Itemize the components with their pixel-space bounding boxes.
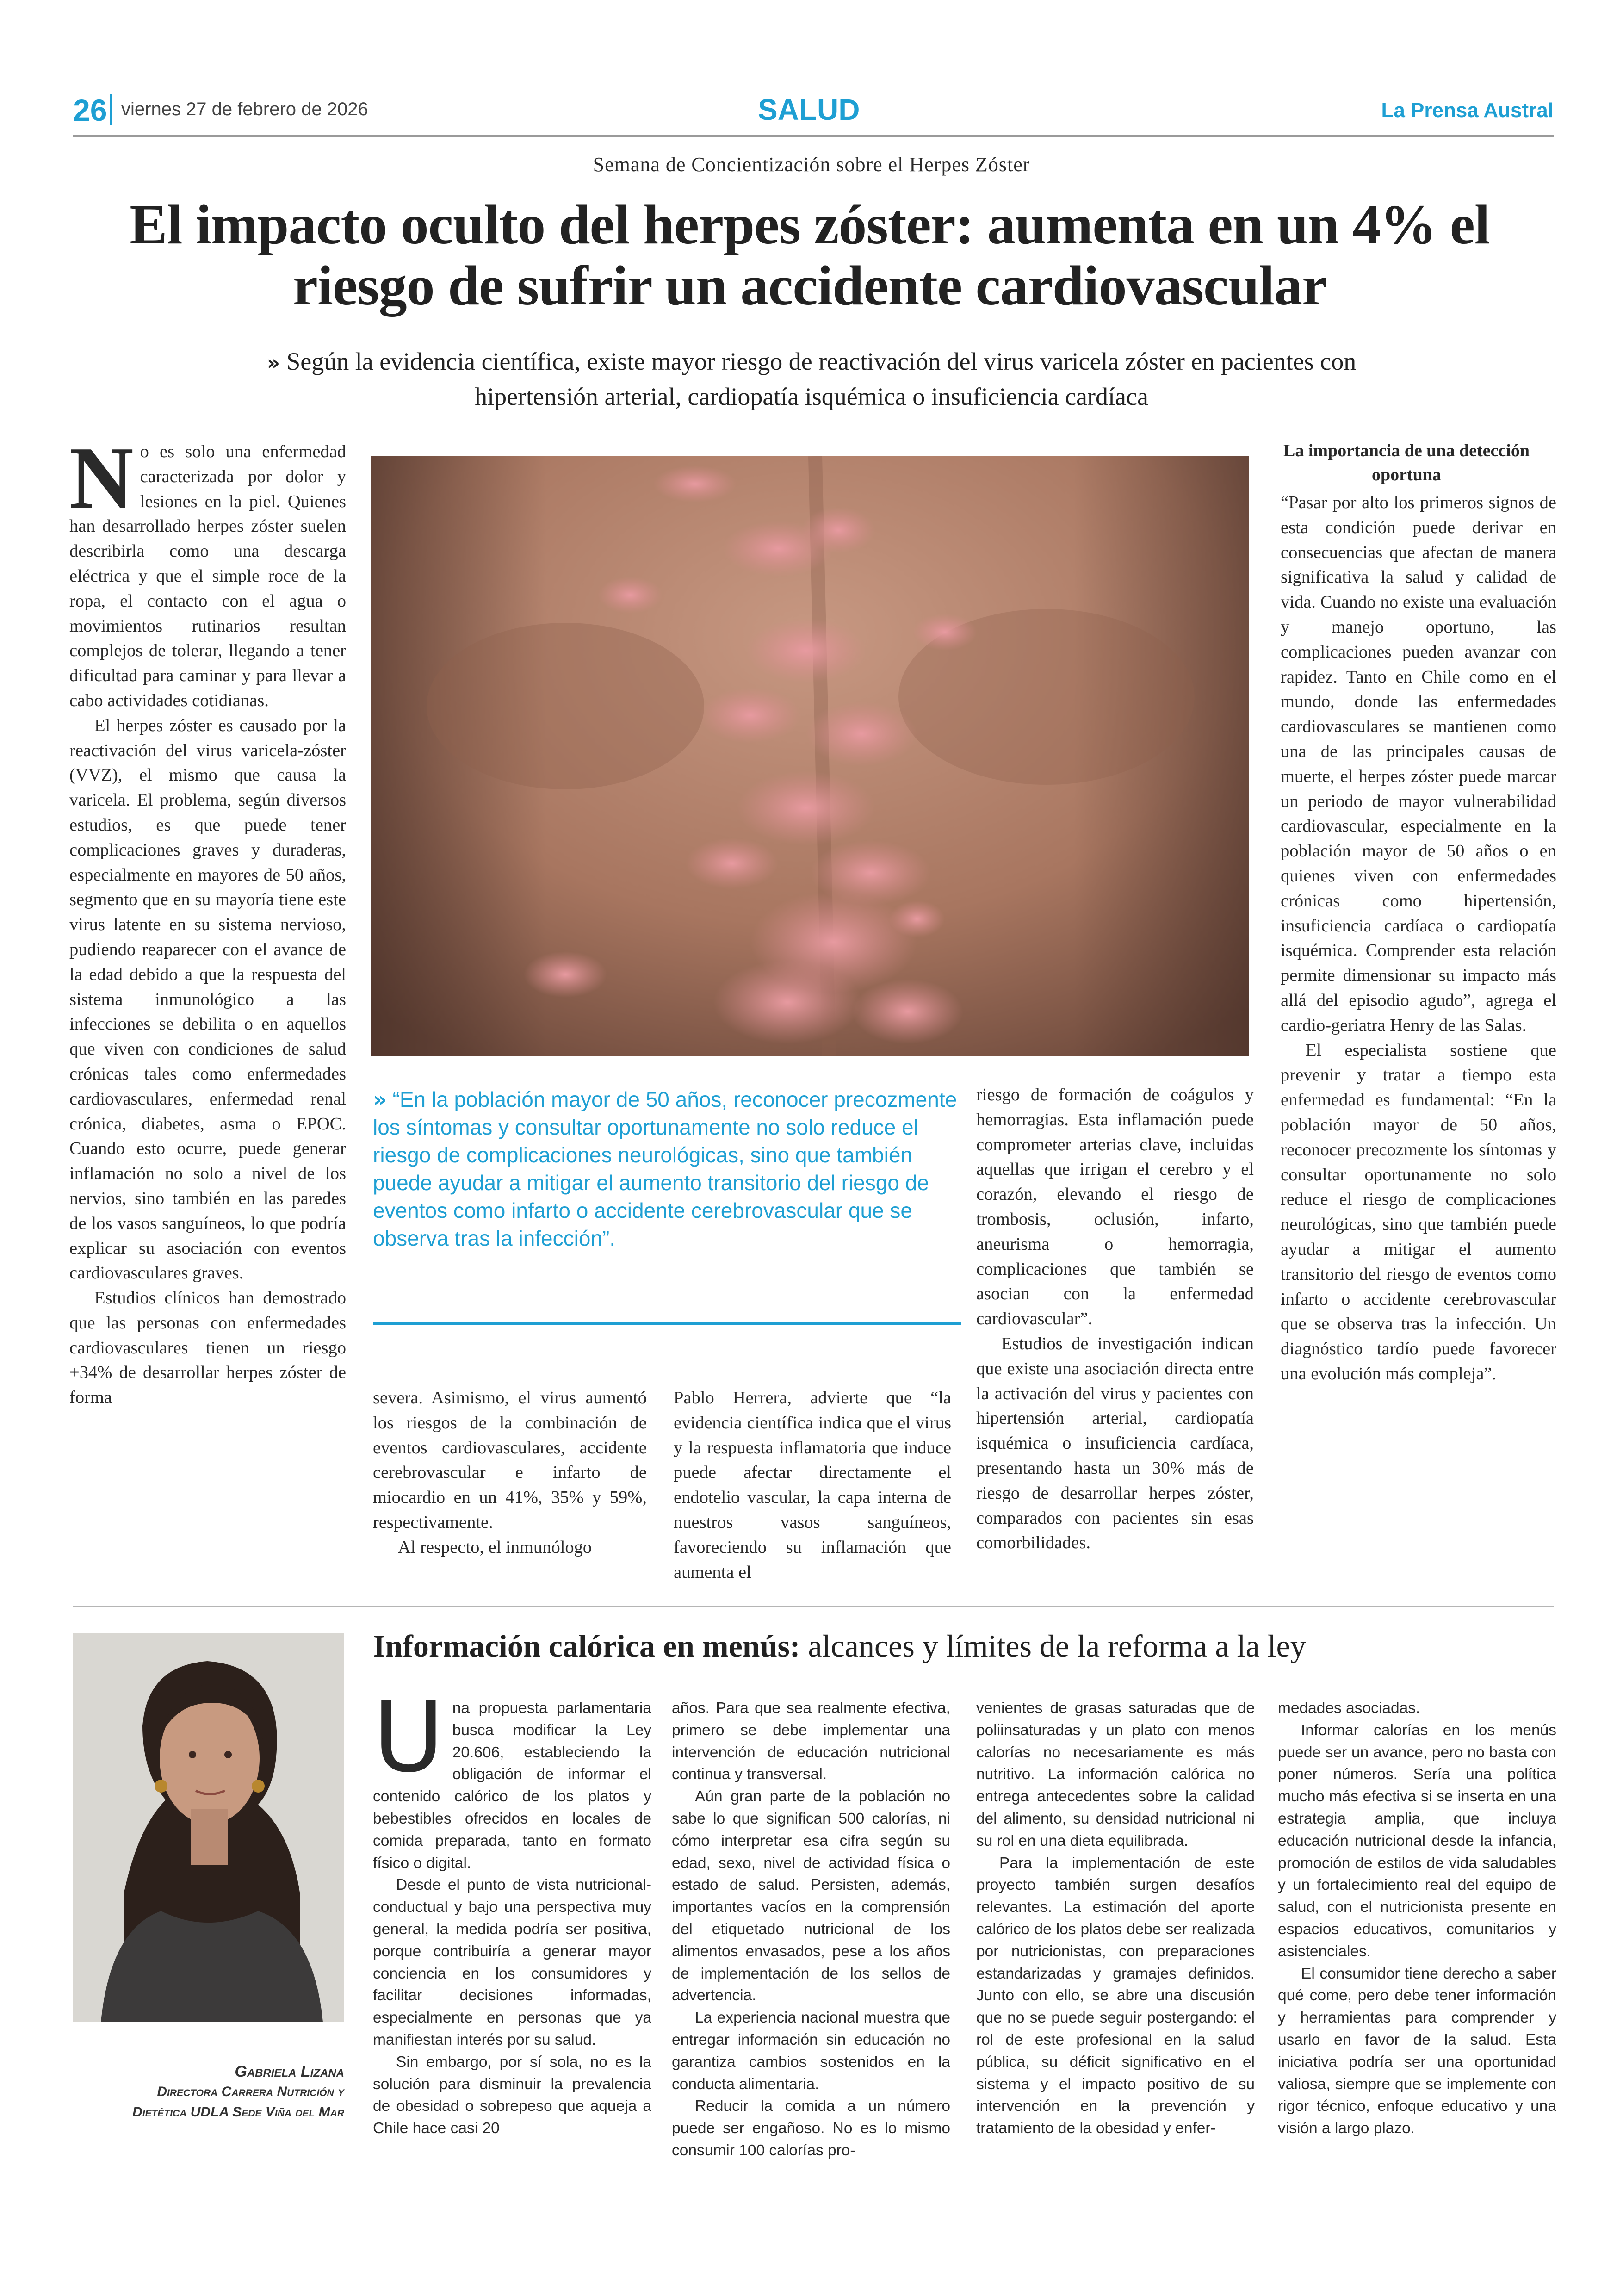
paragraph: Estudios de investigación indican que existe una asociación directa entre la activación del virus y pacientes con hipertensión arterial, cardiopatía isquémica o insuficiencia cardíaca, presentando hasta un 30% más de riesgo de desarrollar herpes zóster, comparados con pacientes sin esas comorbilidades. — [976, 1334, 1254, 1553]
paragraph: El herpes zóster es causado por la reactivación del virus varicela-zóster (VVZ), el mismo que causa la varicela. El problema, según diversos estudios, es que puede tener complicaciones graves y duraderas, especialmente en mayores de 50 años, segmento que en su mayoría tiene este virus latente en su sistema nervioso, pudiendo reaparecer con el avance de la edad debido a que la respuesta del sistema inmunológico a las infecciones se debilita o en aquellos que viven con condiciones de salud crónicas tales como enfermedades cardiovasculares, enfermedad renal crónica, diabetes, asma o EPOC. Cuando esto ocurre, puede generar inflamación no solo a nivel de los nervios, sino también en las paredes de los vasos sanguíneos, lo que podría explicar su asociación con eventos cardiovasculares graves. — [69, 715, 346, 1283]
chevron-right-icon: » — [373, 1087, 387, 1112]
author-role: Directora Carrera Nutrición y — [157, 2084, 344, 2099]
paragraph: na propuesta parlamentaria busca modificar la Ley 20.606, estableciendo la obligación de informar el contenido calórico de los platos y bebestibles ofrecidos en locales de comida preparada, tanto en formato físico o digital. — [373, 1700, 651, 1872]
article1-column-3 — [674, 1386, 951, 1585]
paragraph: severa. Asimismo, el virus aumentó los riesgos de la combinación de eventos cardiovasculares, accidente cerebrovascular e infarto de miocardio en un 41%, 35% y 59%, respectivamente. — [373, 1388, 647, 1532]
paragraph: venientes de grasas saturadas que de poliinsaturadas y un plato con menos calorías no necesariamente es más nutritivo. La información calórica no entrega antecedentes sobre la calidad del alimento, su densidad nutricional ni su rol en una dieta equilibrada. — [976, 1700, 1255, 1849]
article-headline: El impacto oculto del herpes zóster: aumenta en un 4% el riesgo de sufrir un accidente cardiovascular — [130, 193, 1490, 317]
paragraph: Al respecto, el inmunólogo — [398, 1537, 592, 1557]
drop-cap: U — [373, 1681, 444, 1794]
paragraph: El consumidor tiene derecho a saber qué come, pero debe tener información y herramientas para comprender y usarlo en favor de la salud. Esta iniciativa podría ser una oportunidad valiosa, siempre que se implemente con rigor técnico, enfoque educativo y una visión a largo plazo. — [1278, 1965, 1556, 2137]
article2-headline — [373, 1628, 1306, 1664]
issue-date: viernes 27 de febrero de 2026 — [121, 99, 368, 119]
article-photo-back-rash — [371, 456, 1249, 1056]
article2-column-1 — [373, 1681, 651, 2140]
paragraph: Reducir la comida a un número puede ser engañoso. No es lo mismo consumir 100 calorías pro- — [672, 2097, 950, 2159]
article-kicker: Semana de Concientización sobre el Herpes Zóster — [593, 153, 1030, 176]
author-caption — [73, 2061, 344, 2122]
header-divider — [110, 94, 112, 125]
paragraph: “Pasar por alto los primeros signos de esta condición puede derivar en consecuencias que afectan de manera significativa la salud y calidad de vida. Cuando no existe una evaluación y manejo oportuno, las complicaciones pueden avanzar con rapidez. Tanto en Chile como en el mundo, donde las enfermedades cardiovasculares se mantienen como una de las principales causas de muerte, el herpes zóster puede marcar un periodo de mayor vulnerabilidad cardiovascular, especialmente en la población mayor de 50 años o en quienes viven con enfermedades crónicas como hipertensión, insuficiencia cardíaca o cardiopatía isquémica. Comprender esta relación permite dimensionar su impacto más allá del episodio agudo”, agrega el cardio-geriatra Henry de las Salas. — [1281, 493, 1556, 1035]
chevron-right-icon: » — [266, 351, 280, 375]
photo-illustration — [371, 456, 1249, 1056]
subhead-text: Según la evidencia científica, existe mayor riesgo de reactivación del virus varicela zóster en pacientes con hipertensión arterial, cardiopatía isquémica o insuficiencia cardíaca — [286, 348, 1357, 410]
article2-column-3 — [976, 1697, 1255, 2140]
drop-cap: N — [69, 428, 134, 527]
paragraph: Para la implementación de este proyecto también surgen desafíos relevantes. La estimación del aporte calórico de los platos debe ser realizada por nutricionistas, con preparaciones estandarizadas y gramajes definidos. Junto con ello, se abre una discusión que no se puede seguir postergando: el rol de este profesional en la salud pública, su déficit significativo en el sistema y el impacto positivo de su intervención en la prevención y tratamiento de la obesidad y enfer- — [976, 1854, 1255, 2137]
paragraph: Pablo Herrera, advierte que “la evidencia científica indica que el virus y la respuesta inflamatoria que induce puede afectar directamente el endotelio vascular, la capa interna de nuestros vasos sanguíneos, favoreciendo su inflamación que aumenta el — [674, 1388, 951, 1582]
paragraph: La experiencia nacional muestra que entregar información sin educación no garantiza cambios sostenidos en la conducta alimentaria. — [672, 2009, 950, 2093]
paragraph: o es solo una enfermedad caracterizada por dolor y lesiones en la piel. Quienes han desarrollado herpes zóster suelen describirla como una descarga eléctrica y que el simple roce de la ropa, el contacto con el agua o movimientos rutinarios resultan complejos de tolerar, llegando a tener dificultad para caminar y para llevar a cabo actividades cotidianas. — [69, 442, 346, 710]
article2-column-2 — [672, 1697, 950, 2162]
author-name: Gabriela Lizana — [235, 2063, 344, 2080]
paragraph: Desde el punto de vista nutricional-conductual y bajo una perspectiva muy general, la medida podría ser positiva, porque contribuiría a generar mayor conciencia en los consumidores y facilitar decisiones informadas, especialmente en personas que ya manifiestan interés por su salud. — [373, 1876, 651, 2048]
headline-rest: alcances y límites de la reforma a la ley — [800, 1628, 1306, 1663]
paragraph: años. Para que sea realmente efectiva, primero se debe implementar una intervención de educación nutricional continua y transversal. — [672, 1700, 950, 1783]
article1-column-2 — [373, 1386, 647, 1560]
pull-quote-text: “En la población mayor de 50 años, reconocer precozmente los síntomas y consultar oportunamente no solo reduce el riesgo de complicaciones neurológicas, sino que también puede ayudar a mitigar el aumento transitorio del riesgo de eventos como infarto o accidente cerebrovascular que se observa tras la infección”. — [373, 1087, 957, 1250]
section-name: SALUD — [758, 93, 860, 126]
paragraph: Informar calorías en los menús puede ser un avance, pero no basta con poner números. Sería una política mucho más efectiva si se inserta en una estrategia amplia, que incluya educación nutricional desde la infancia, promoción de estilos de vida saludables y un fortalecimiento real del equipo de salud, con el nutricionista presente en espacios educativos, comunitarios y asistenciales. — [1278, 1721, 1556, 1960]
article2-column-4 — [1278, 1697, 1556, 2140]
paragraph: Sin embargo, por sí sola, no es la solución para disminuir la prevalencia de obesidad o sobrepeso que aqueja a Chile hace casi 20 — [373, 2053, 651, 2137]
paragraph: El especialista sostiene que prevenir y tratar a tiempo esta enfermedad es fundamental: “En la población mayor de 50 años, reconocer precozmente los síntomas y consultar oportunamente no solo reduce el riesgo de complicaciones neurológicas, sino que también puede ayudar a mitigar el aumento transitorio del riesgo de eventos como infarto o accidente cerebrovascular que se observa tras la infección. Un diagnóstico tardío puede favorecer una evolución más compleja”. — [1281, 1040, 1556, 1384]
article-subhead — [231, 345, 1392, 413]
sidebar-text — [1281, 490, 1556, 1387]
newspaper-name: La Prensa Austral — [1381, 99, 1554, 122]
author-role: Dietética UDLA Sede Viña del Mar — [132, 2104, 344, 2120]
section-divider — [73, 1606, 1554, 1607]
headline-bold: Información calórica en menús: — [373, 1628, 800, 1663]
paragraph: Aún gran parte de la población no sabe lo que significan 500 calorías, ni cómo interpretar esa cifra según su edad, sexo, nivel de actividad física o estado de salud. Persisten, además, importantes vacíos en la comprensión del etiquetado nutricional de los alimentos envasados, pese a los años de implementación de los sellos de advertencia. — [672, 1788, 950, 2004]
article1-column-4 — [976, 1083, 1254, 1556]
author-portrait — [73, 1633, 344, 2022]
portrait-illustration — [73, 1633, 344, 2022]
pull-quote — [373, 1086, 961, 1252]
sidebar-title: La importancia de una detección oportuna — [1283, 441, 1530, 484]
article1-column-1 — [69, 428, 346, 1410]
paragraph: Estudios clínicos han demostrado que las personas con enfermedades cardiovasculares tienen un riesgo +34% de desarrollar herpes zóster de forma — [69, 1288, 346, 1408]
paragraph: riesgo de formación de coágulos y hemorragias. Esta inflamación puede comprometer arterias clave, incluidas aquellas que irrigan el cerebro y el corazón, elevando el riesgo de trombosis, oclusión, infarto, aneurisma o hemorragia, complicaciones que también se asocian con la enfermedad cardiovascular”. — [976, 1085, 1254, 1329]
page-number: 26 — [73, 93, 107, 127]
pull-quote-rule — [373, 1322, 961, 1325]
paragraph: medades asociadas. — [1278, 1700, 1420, 1717]
header-rule — [73, 135, 1554, 137]
page-header — [73, 93, 1554, 130]
